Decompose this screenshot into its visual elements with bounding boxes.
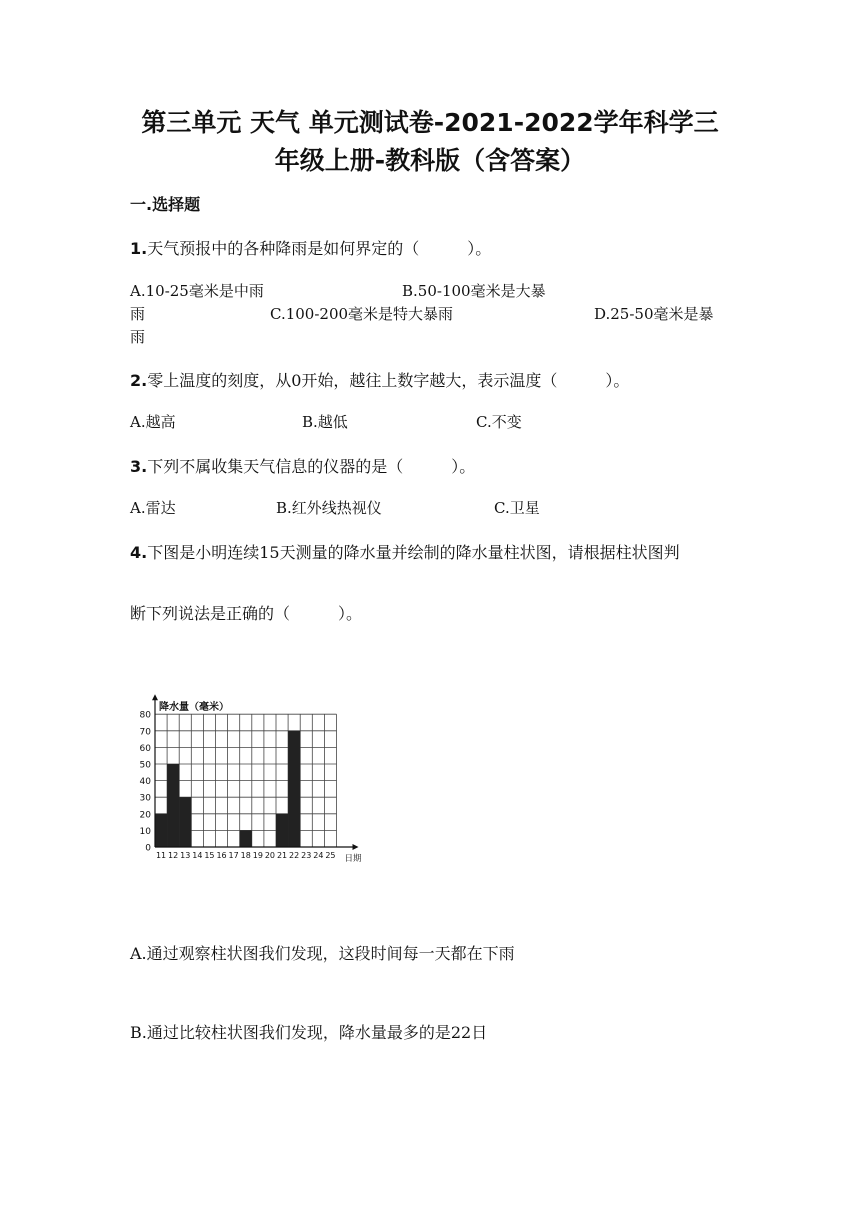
y-tick-label: 20 — [139, 810, 151, 821]
option-b: B.红外线热视仪 — [276, 499, 382, 517]
x-tick-label: 19 — [252, 851, 263, 860]
bar — [155, 814, 167, 847]
x-tick-label: 24 — [313, 851, 324, 860]
question-4-continued: 断下列说法是正确的（ ）。 — [130, 604, 363, 623]
y-tick-label: 70 — [139, 727, 151, 738]
y-tick-label: 40 — [139, 777, 151, 788]
x-tick-label: 12 — [168, 851, 179, 860]
option-c: C.不变 — [476, 413, 522, 431]
bar — [167, 764, 179, 847]
question-text-line-1: 下图是小明连续15天测量的降水量并绘制的降水量柱状图，请根据柱状图判 — [147, 543, 680, 562]
question-text: 天气预报中的各种降雨是如何界定的（ ）。 — [147, 239, 492, 258]
x-tick-label: 15 — [204, 851, 215, 860]
question-text: 零上温度的刻度，从0开始，越往上数字越大，表示温度（ ）。 — [147, 371, 630, 390]
y-tick-label: 80 — [139, 710, 151, 721]
question-3 — [130, 454, 475, 477]
x-tick-label: 14 — [192, 851, 203, 860]
y-axis-arrow — [152, 694, 158, 700]
x-tick-label: 22 — [289, 851, 300, 860]
option-b: B.50-100毫米是大暴 — [402, 282, 546, 300]
bar — [240, 830, 252, 847]
option-a: A.通过观察柱状图我们发现，这段时间每一天都在下雨 — [130, 944, 515, 963]
question-number: 3. — [130, 457, 148, 476]
option-d-wrap: 雨 — [130, 328, 146, 346]
x-tick-label: 11 — [155, 851, 167, 860]
x-tick-label: 20 — [264, 851, 276, 860]
question-number: 4. — [130, 543, 148, 562]
question-1 — [130, 236, 491, 259]
y-tick-label: 0 — [145, 843, 151, 854]
x-tick-label: 21 — [276, 851, 288, 860]
y-tick-label: 50 — [139, 760, 151, 771]
option-b: B.越低 — [302, 413, 348, 431]
title-line-1: 第三单元 天气 单元测试卷-2021-2022学年科学三 — [141, 108, 719, 137]
option-b-wrap: 雨 — [130, 305, 146, 323]
option-b: B.通过比较柱状图我们发现，降水量最多的是22日 — [130, 1023, 488, 1042]
y-tick-label: 10 — [139, 826, 151, 837]
bar — [179, 797, 191, 847]
option-a: A.10-25毫米是中雨 — [130, 282, 264, 300]
question-number: 2. — [130, 371, 148, 390]
x-tick-label: 25 — [325, 851, 336, 860]
x-tick-label: 17 — [228, 851, 239, 860]
bar — [276, 814, 288, 847]
question-4 — [130, 540, 680, 563]
option-a: A.越高 — [130, 413, 176, 431]
option-c: C.100-200毫米是特大暴雨 — [270, 305, 454, 323]
section-heading: 一.选择题 — [130, 195, 201, 214]
x-axis-arrow — [353, 844, 359, 850]
precipitation-bar-chart — [128, 686, 388, 866]
question-text: 下列不属收集天气信息的仪器的是（ ）。 — [147, 457, 476, 476]
question-2 — [130, 368, 629, 391]
title-line-2: 年级上册-教科版（含答案） — [274, 146, 586, 175]
x-tick-label: 23 — [301, 851, 312, 860]
document-title — [0, 104, 860, 180]
x-axis-title: 日期 — [344, 854, 362, 864]
y-axis-title: 降水量（毫米） — [159, 702, 229, 714]
x-tick-label: 16 — [216, 851, 227, 860]
y-tick-label: 60 — [139, 743, 151, 754]
y-tick-label: 30 — [139, 793, 151, 804]
x-tick-label: 18 — [240, 851, 251, 860]
bar — [288, 731, 300, 847]
x-tick-label: 13 — [180, 851, 191, 860]
option-c: C.卫星 — [494, 499, 540, 517]
question-number: 1. — [130, 239, 148, 258]
option-a: A.雷达 — [130, 499, 176, 517]
option-d: D.25-50毫米是暴 — [594, 305, 714, 323]
